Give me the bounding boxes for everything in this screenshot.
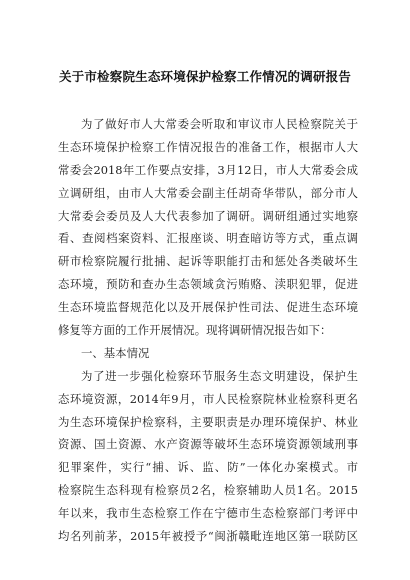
body-line: 均名列前茅，2015年被授予“闽浙赣毗连地区第一联防区 <box>58 529 358 544</box>
body-line: 检察院生态科现有检察员2名，检察辅助人员1名。2015 <box>58 483 358 498</box>
document-body <box>58 113 358 548</box>
body-line: 立调研组，由市人大常委会副主任胡奇华带队，部分市人 <box>58 185 358 200</box>
body-line: 生态环境监督规范化以及开展保护性司法、促进生态环境 <box>58 300 358 315</box>
body-line: 年以来，我市生态检察工作在宁德市生态检察部门考评中 <box>58 506 358 521</box>
body-line: 态环境资源，2014年9月，市人民检察院林业检察科更名 <box>58 391 358 406</box>
body-line: 资源、国土资源、水产资源等破坏生态环境资源领域刑事 <box>58 437 358 452</box>
body-line: 生态环境保护检察工作情况报告的准备工作，根据市人大 <box>58 139 358 154</box>
body-line: 常委会2018年工作要点安排，3月12日，市人大常委会成 <box>58 162 358 177</box>
body-line: 研市检察院履行批捕、起诉等职能打击和惩处各类破坏生 <box>58 254 358 269</box>
body-line: 修复等方面的工作开展情况。现将调研情况报告如下： <box>58 323 332 338</box>
document-title: 关于市检察院生态环境保护检察工作情况的调研报告 <box>58 69 352 84</box>
body-line: 犯罪案件，实行“捕、诉、监、防”一体化办案模式。市 <box>58 460 358 475</box>
body-line: 为生态环境保护检察科，主要职责是办理环境保护、林业 <box>58 414 358 429</box>
body-line: 大常委会委员及人大代表参加了调研。调研组通过实地察 <box>58 208 358 223</box>
body-line: 为了进一步强化检察环节服务生态文明建设，保护生 <box>81 368 358 383</box>
body-line: 态环境，预防和查办生态领域贪污贿赂、渎职犯罪，促进 <box>58 277 358 292</box>
body-line: 一、基本情况 <box>81 345 150 360</box>
body-line: 为了做好市人大常委会听取和审议市人民检察院关于 <box>81 117 358 131</box>
body-line: 看、查阅档案资料、汇报座谈、明查暗访等方式，重点调 <box>58 231 358 246</box>
